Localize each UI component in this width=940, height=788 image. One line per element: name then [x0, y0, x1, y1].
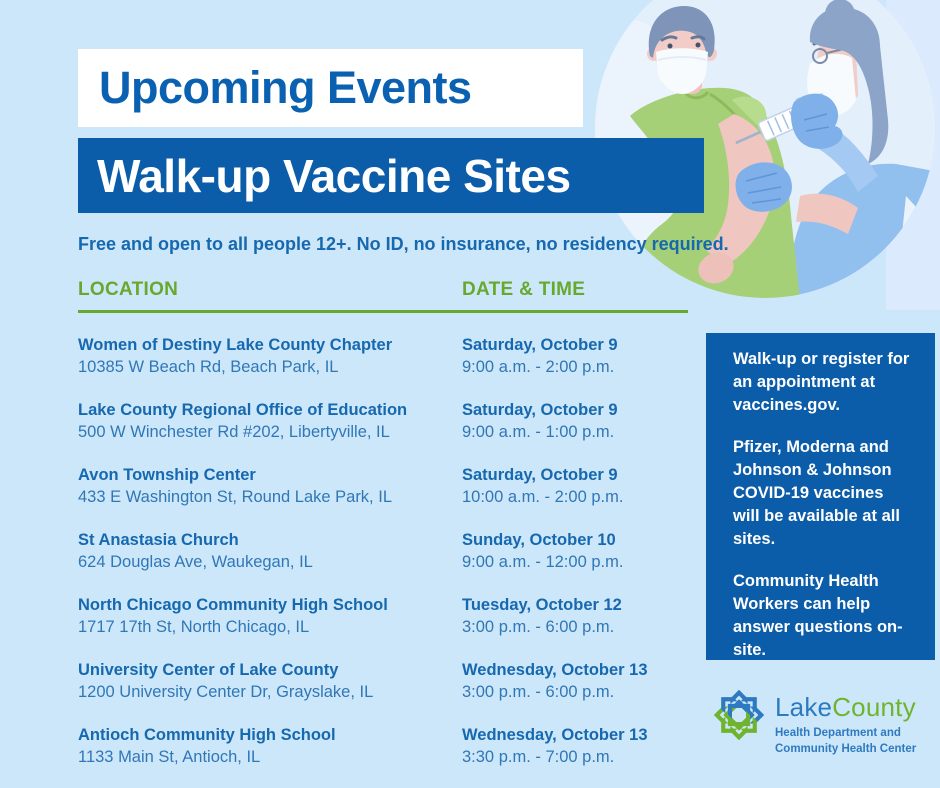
event-date: Sunday, October 10	[462, 531, 616, 549]
datetime-cell	[462, 464, 688, 508]
location-name: North Chicago Community High School	[78, 596, 388, 614]
event-date: Wednesday, October 13	[462, 726, 648, 744]
location-cell	[78, 399, 462, 443]
location-cell	[78, 334, 462, 378]
event-date: Saturday, October 9	[462, 401, 618, 419]
schedule-row	[78, 334, 688, 378]
logo-text	[775, 688, 916, 757]
location-column-header: LOCATION	[78, 279, 179, 300]
event-date: Tuesday, October 12	[462, 596, 622, 614]
location-cell	[78, 659, 462, 703]
event-time: 9:00 a.m. - 12:00 p.m.	[462, 553, 624, 571]
schedule-row	[78, 724, 688, 768]
eyebrow-banner	[78, 49, 583, 127]
event-date: Wednesday, October 13	[462, 661, 648, 679]
info-paragraph-vaccines: Pfizer, Moderna and Johnson & Johnson COVID-19 vaccines will be available at all sites.	[733, 438, 900, 548]
event-time: 9:00 a.m. - 1:00 p.m.	[462, 423, 615, 441]
location-name: St Anastasia Church	[78, 531, 239, 549]
events-heading: Upcoming Events	[99, 62, 472, 113]
logo-tagline	[775, 726, 916, 757]
event-time: 3:30 p.m. - 7:00 p.m.	[462, 748, 615, 766]
logo-name-county: County	[832, 692, 916, 722]
datetime-cell	[462, 334, 688, 378]
location-address: 10385 W Beach Rd, Beach Park, IL	[78, 358, 339, 376]
location-address: 1717 17th St, North Chicago, IL	[78, 618, 310, 636]
location-address: 500 W Winchester Rd #202, Libertyville, IL	[78, 423, 390, 441]
page-title: Walk-up Vaccine Sites	[97, 149, 571, 202]
datetime-cell	[462, 724, 688, 768]
location-name: Antioch Community High School	[78, 726, 336, 744]
subtitle-text: Free and open to all people 12+. No ID, no insurance, no residency required.	[78, 234, 729, 254]
schedule-row	[78, 464, 688, 508]
datetime-cell	[462, 529, 688, 573]
schedule-row	[78, 399, 688, 443]
location-address: 624 Douglas Ave, Waukegan, IL	[78, 553, 313, 571]
event-date: Saturday, October 9	[462, 336, 618, 354]
title-banner	[78, 138, 704, 213]
event-date: Saturday, October 9	[462, 466, 618, 484]
location-name: Lake County Regional Office of Education	[78, 401, 408, 419]
datetime-cell	[462, 594, 688, 638]
info-paragraph-registration: Walk-up or register for an appointment at vaccines.gov.	[733, 350, 910, 414]
logo-tagline-line1: Health Department and	[775, 727, 901, 739]
schedule-row	[78, 594, 688, 638]
datetime-cell	[462, 659, 688, 703]
schedule-row	[78, 529, 688, 573]
info-paragraph-workers: Community Health Workers can help answer questions on-site.	[733, 572, 903, 659]
logo-name	[775, 692, 916, 722]
logo-tagline-line2: Community Health Center	[775, 742, 917, 755]
datetime-cell	[462, 399, 688, 443]
event-time: 3:00 p.m. - 6:00 p.m.	[462, 618, 615, 636]
logo-name-lake: Lake	[775, 692, 833, 722]
event-time: 10:00 a.m. - 2:00 p.m.	[462, 488, 624, 506]
location-address: 1200 University Center Dr, Grayslake, IL	[78, 683, 374, 701]
main-content	[78, 49, 729, 768]
snowflake-logo-icon	[712, 688, 766, 742]
location-address: 433 E Washington St, Round Lake Park, IL	[78, 488, 392, 506]
lakecounty-logo	[712, 688, 916, 757]
location-address: 1133 Main St, Antioch, IL	[78, 748, 261, 766]
schedule-row	[78, 659, 688, 703]
location-cell	[78, 724, 462, 768]
event-time: 3:00 p.m. - 6:00 p.m.	[462, 683, 615, 701]
location-name: University Center of Lake County	[78, 661, 339, 679]
event-time: 9:00 a.m. - 2:00 p.m.	[462, 358, 615, 376]
location-cell	[78, 464, 462, 508]
location-name: Women of Destiny Lake County Chapter	[78, 336, 393, 354]
schedule-table	[78, 279, 688, 768]
location-name: Avon Township Center	[78, 466, 256, 484]
info-box	[706, 333, 935, 660]
location-cell	[78, 594, 462, 638]
schedule-header-row	[78, 279, 688, 313]
datetime-column-header: DATE & TIME	[462, 279, 586, 300]
location-cell	[78, 529, 462, 573]
